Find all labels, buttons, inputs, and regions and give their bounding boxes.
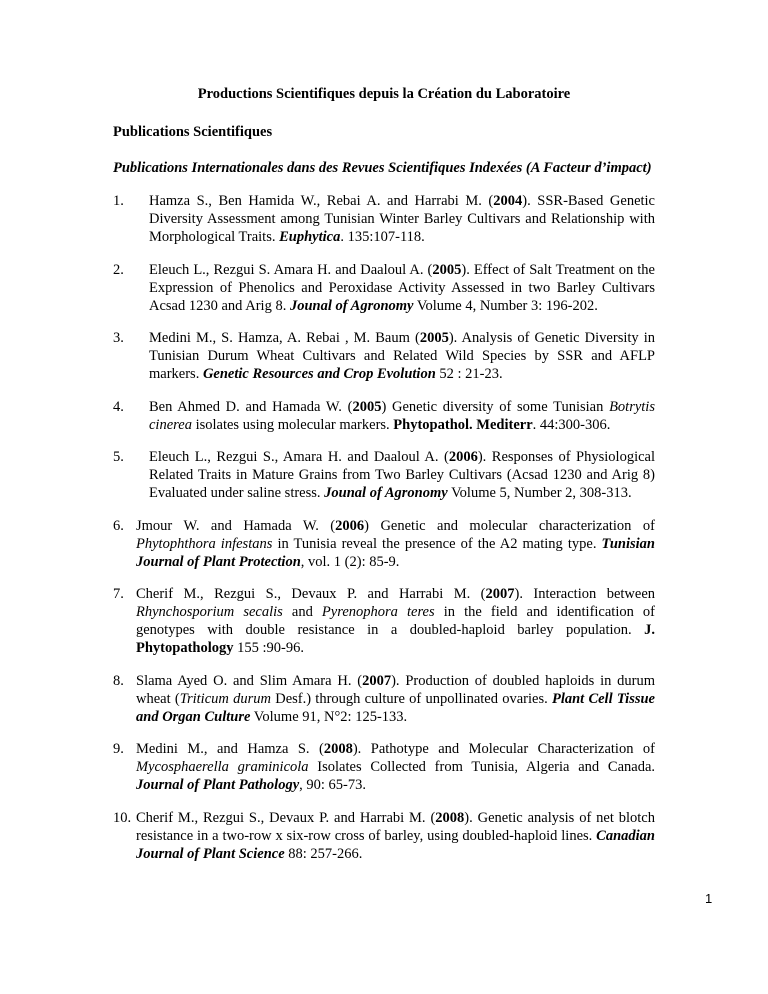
reference-journal: Tunisian Journal of Plant Protection <box>136 535 655 570</box>
reference-year: 2005 <box>352 398 382 415</box>
reference-journal: Jounal of Agronomy <box>324 485 448 501</box>
reference-authors: Eleuch L., Rezgui S. Amara H. and Daaloul A. ( <box>149 261 433 278</box>
reference-authors: Eleuch L., Rezgui S., Amara H. and Daaloul A. ( <box>149 449 449 465</box>
reference-number: 8. <box>113 672 124 689</box>
reference-authors: Medini M., and Hamza S. ( <box>136 741 324 757</box>
reference-number: 10. <box>113 809 132 826</box>
reference-title-cont: in Tunisia reveal the presence of the A2 mating type. <box>272 535 602 552</box>
reference-journal: J. Phytopathology <box>136 622 655 656</box>
reference-year: 2008 <box>323 741 353 757</box>
reference-journal: Plant Cell Tissue and Organ Culture <box>136 690 655 725</box>
reference-year: 2008 <box>435 809 465 826</box>
reference-pages: Volume 5, Number 2, 308-313. <box>447 485 632 501</box>
reference-year: 2005 <box>419 330 449 346</box>
reference-pages: Volume 4, Number 3: 196-202. <box>413 297 598 314</box>
species-name: Triticum durum <box>179 690 271 707</box>
species-name: Mycosphaerella graminicola <box>136 759 309 775</box>
reference-year: 2006 <box>335 517 365 534</box>
reference-pages: . 135:107-118. <box>340 229 425 245</box>
reference-pages: , 90: 65-73. <box>299 777 367 793</box>
subsection-heading: Publications Internationales dans des Revues Scientifiques Indexées (A Facteur d’impact) <box>113 160 652 176</box>
reference-title: ) Genetic diversity of some Tunisian <box>381 398 610 415</box>
reference-item <box>113 517 655 571</box>
page-number: 1 <box>705 891 713 906</box>
reference-number: 2. <box>113 261 124 278</box>
reference-title-mid: and <box>282 604 322 620</box>
reference-number: 5. <box>113 449 124 465</box>
reference-journal: Journal of Plant Pathology <box>136 777 300 793</box>
reference-item <box>113 740 655 794</box>
reference-number: 7. <box>113 586 124 602</box>
reference-item <box>113 329 655 383</box>
reference-journal: Phytopathol. Mediterr <box>393 416 533 433</box>
reference-pages: . 44:300-306. <box>532 416 611 433</box>
reference-pages: 155 :90-96. <box>233 640 304 656</box>
page-title: Productions Scientifiques depuis la Création du Laboratoire <box>197 86 571 102</box>
reference-title-cont: isolates using molecular markers. <box>191 416 394 433</box>
reference-title: ). SSR-Based Genetic Diversity Assessment among Tunisian Winter Barley Cultivars and Relationship with Morphological Traits. <box>149 193 655 245</box>
reference-year: 2007 <box>362 672 392 689</box>
reference-title: ). Pathotype and Molecular Characterization of <box>352 741 655 757</box>
reference-pages: Volume 91, N°2: 125-133. <box>250 708 408 725</box>
reference-item <box>113 261 655 315</box>
reference-number: 6. <box>113 517 124 534</box>
reference-year: 2006 <box>448 449 478 465</box>
reference-journal: Canadian Journal of Plant Science <box>136 827 655 862</box>
reference-item <box>113 585 655 657</box>
reference-pages: 88: 257-266. <box>284 845 363 862</box>
reference-authors: Cherif M., Rezgui S., Devaux P. and Harrabi M. ( <box>136 809 436 826</box>
reference-authors: Medini M., S. Hamza, A. Rebai , M. Baum ( <box>149 330 420 346</box>
reference-title: ). Analysis of Genetic Diversity in Tunisian Durum Wheat Cultivars and Related Wild Species by SSR and AFLP markers. <box>149 330 655 382</box>
reference-list <box>113 192 655 877</box>
reference-title: ). Effect of Salt Treatment on the Expression of Phenolics and Peroxidase Activity Assessed in two Barley Cultivars Acsad 1230 and Arig 8. <box>149 261 655 314</box>
section-heading: Publications Scientifiques <box>113 124 273 140</box>
reference-item <box>113 809 655 863</box>
reference-journal: Genetic Resources and Crop Evolution <box>202 366 436 382</box>
reference-authors: Hamza S., Ben Hamida W., Rebai A. and Harrabi M. ( <box>149 193 494 209</box>
reference-authors: Slama Ayed O. and Slim Amara H. ( <box>136 672 363 689</box>
reference-item <box>113 672 655 726</box>
species-name: Phytophthora infestans <box>136 535 273 552</box>
reference-title: ). Interaction between <box>514 586 656 602</box>
reference-title: ). Responses of Physiological Related Traits in Mature Grains from Two Barley Cultivars (Acsad 1230 and Arig 8) Evaluated under saline stress. <box>149 449 655 501</box>
reference-year: 2004 <box>493 193 523 209</box>
species-name: Pyrenophora teres <box>321 604 435 620</box>
reference-item <box>113 448 655 502</box>
reference-title-cont: in the field and identification of genotypes with double resistance in a doubled-haploid barley population. <box>136 604 656 638</box>
reference-title: ). Genetic analysis of net blotch resistance in a two-row x six-row cross of barley, using doubled-haploid lines. <box>136 809 655 844</box>
reference-authors: Jmour W. and Hamada W. ( <box>136 517 336 534</box>
reference-number: 1. <box>113 193 124 209</box>
reference-year: 2005 <box>432 261 462 278</box>
reference-item <box>113 192 655 246</box>
reference-number: 4. <box>113 398 124 415</box>
reference-title: ) Genetic and molecular characterization of <box>364 517 655 534</box>
reference-authors: Cherif M., Rezgui S., Devaux P. and Harrabi M. ( <box>136 586 486 602</box>
reference-authors: Ben Ahmed D. and Hamada W. ( <box>149 398 353 415</box>
reference-pages: 52 : 21-23. <box>435 366 503 382</box>
reference-title-cont: Desf.) through culture of unpollinated ovaries. <box>270 690 552 707</box>
reference-year: 2007 <box>485 586 515 602</box>
species-name: Rhynchosporium secalis <box>136 604 283 620</box>
reference-journal: Jounal of Agronomy <box>289 297 414 314</box>
reference-journal: Euphytica <box>279 229 341 245</box>
species-name: Botrytis cinerea <box>149 398 655 433</box>
reference-number: 9. <box>113 741 124 757</box>
reference-pages: , vol. 1 (2): 85-9. <box>300 553 400 570</box>
reference-number: 3. <box>113 330 124 346</box>
reference-item <box>113 398 655 434</box>
reference-title-cont: Isolates Collected from Tunisia, Algeria and Canada. <box>308 759 655 775</box>
reference-title: ). Production of doubled haploids in durum wheat ( <box>136 672 656 707</box>
